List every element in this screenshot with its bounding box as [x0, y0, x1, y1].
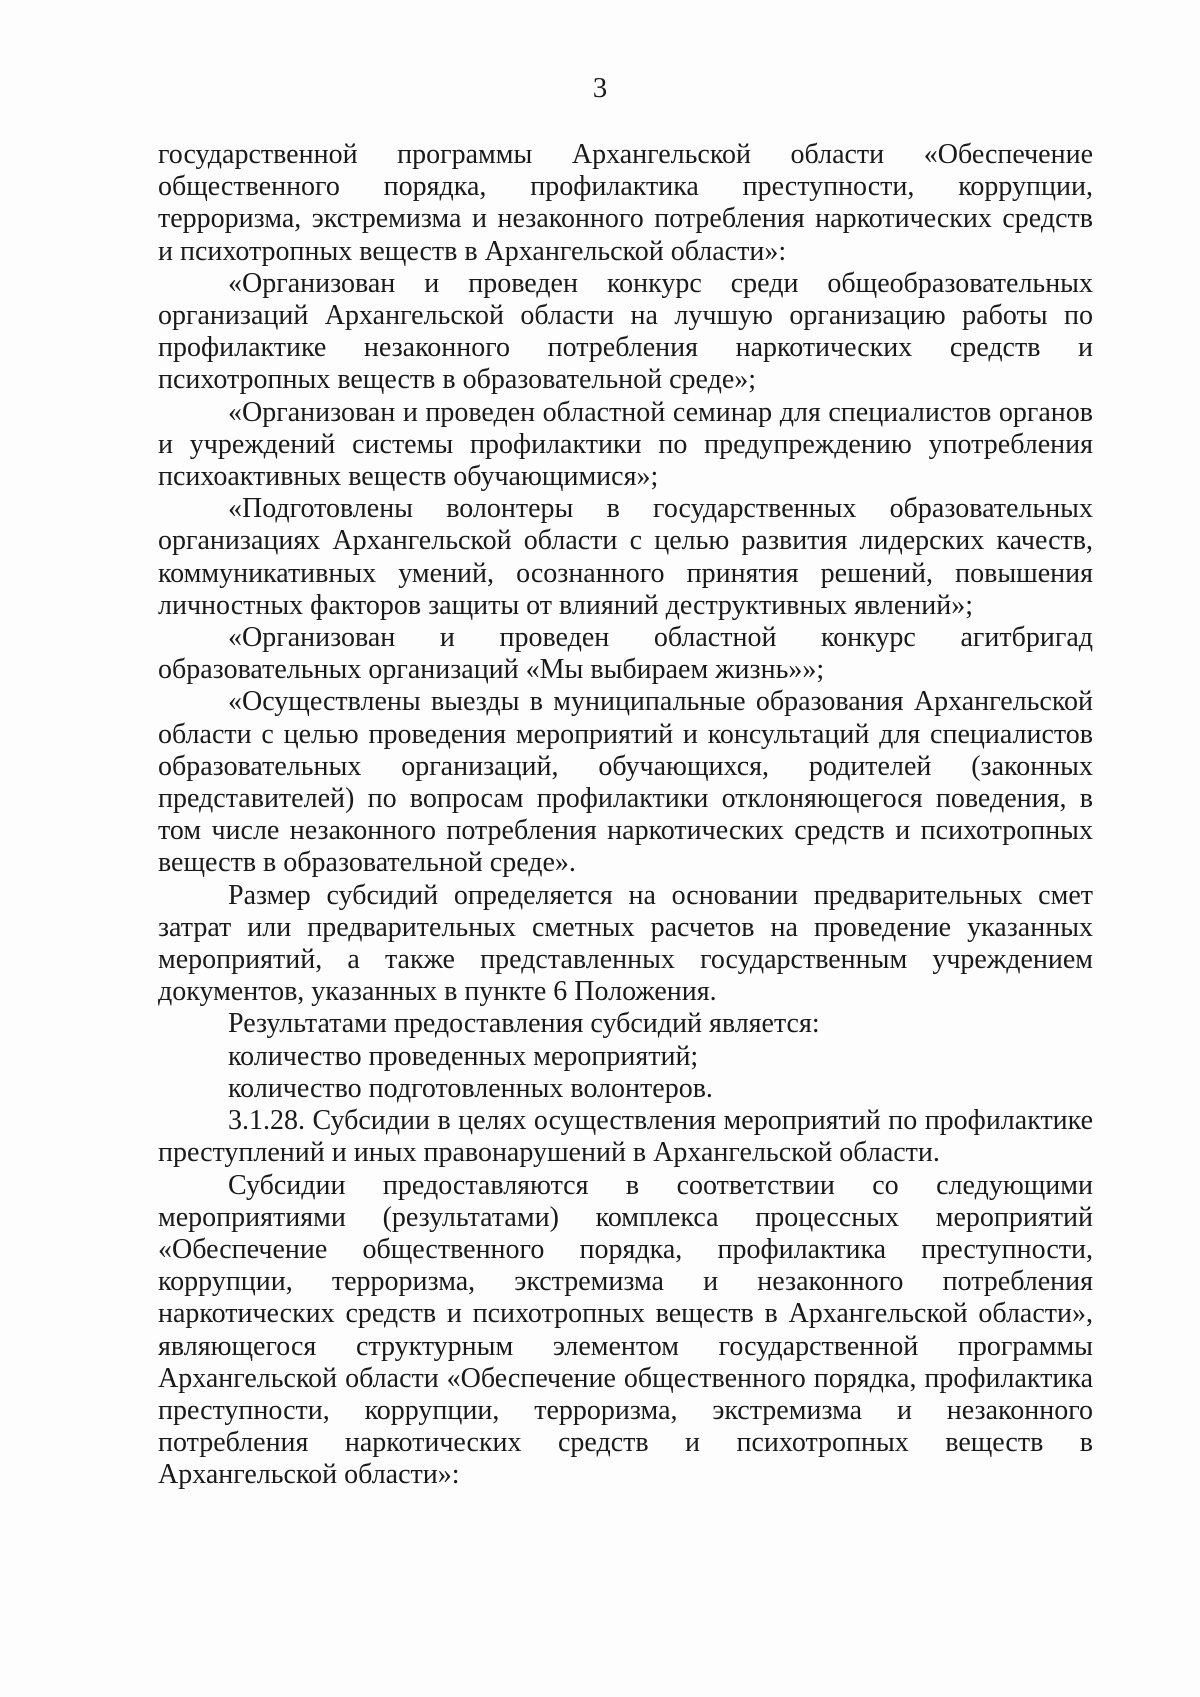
paragraph-results-volunteers: количество подготовленных волонтеров.: [228, 1072, 713, 1104]
paragraph-result-agitbrigade: «Организован и проведен областной конкурс агитбригад образовательных организаций «Мы выбираем жизнь»»;: [158, 622, 1093, 686]
paragraph-subsidy-size: Размер субсидий определяется на основании предварительных смет затрат или предварительных сметных расчетов на проведение указанных мероприятий, а также представленных государственным учреждением документов, указанных в пункте 6 Положения.: [158, 879, 1093, 1008]
paragraph-results-events: количество проведенных мероприятий;: [228, 1040, 699, 1072]
paragraph-subsidy-provision: Субсидии предоставляются в соответствии со следующими мероприятиями (результатами) комплекса процессных мероприятий «Обеспечение общественного порядка, профилактика преступности, коррупции, терроризма, экстремизма и незаконного потребления наркотических средств и психотропных веществ в Архангельской области», являющегося структурным элементом государственной программы Архангельской области «Обеспечение общественного порядка, профилактика преступности, коррупции, терроризма, экстремизма и незаконного потребления наркотических средств и психотропных веществ в Архангельской области»:: [158, 1169, 1093, 1491]
document-body: [158, 139, 1093, 1492]
paragraph-result-volunteers: «Подготовлены волонтеры в государственных образовательных организациях Архангельской области с целью развития лидерских качеств, коммуникативных умений, осознанного принятия решений, повышения личностных факторов защиты от влияний деструктивных явлений»;: [158, 493, 1093, 621]
paragraph-result-visits: «Осуществлены выезды в муниципальные образования Архангельской области с целью проведения мероприятий и консультаций для специалистов образовательных организаций, обучающихся, родителей (законных представителей) по вопросам профилактики отклоняющегося поведения, в том числе незаконного потребления наркотических средств и психотропных веществ в образовательной среде».: [158, 686, 1093, 879]
paragraph-result-contest: «Организован и проведен конкурс среди общеобразовательных организаций Архангельской области на лучшую организацию работы по профилактике незаконного потребления наркотических средств и психотропных веществ в образовательной среде»;: [158, 267, 1093, 396]
paragraph-result-seminar: «Организован и проведен областной семинар для специалистов органов и учреждений системы профилактики по предупреждению употребления психоактивных веществ обучающимися»;: [158, 396, 1093, 493]
paragraph-results-heading: Результатами предоставления субсидий является:: [228, 1008, 820, 1040]
paragraph-section-3-1-28: 3.1.28. Субсидии в целях осуществления мероприятий по профилактике преступлений и иных правонарушений в Архангельской области.: [158, 1105, 1093, 1169]
page-number: 3: [592, 72, 608, 104]
paragraph-program-continuation: государственной программы Архангельской области «Обеспечение общественного порядка, профилактика преступности, коррупции, терроризма, экстремизма и незаконного потребления наркотических средств и психотропных веществ в Архангельской области»:: [158, 139, 1093, 267]
